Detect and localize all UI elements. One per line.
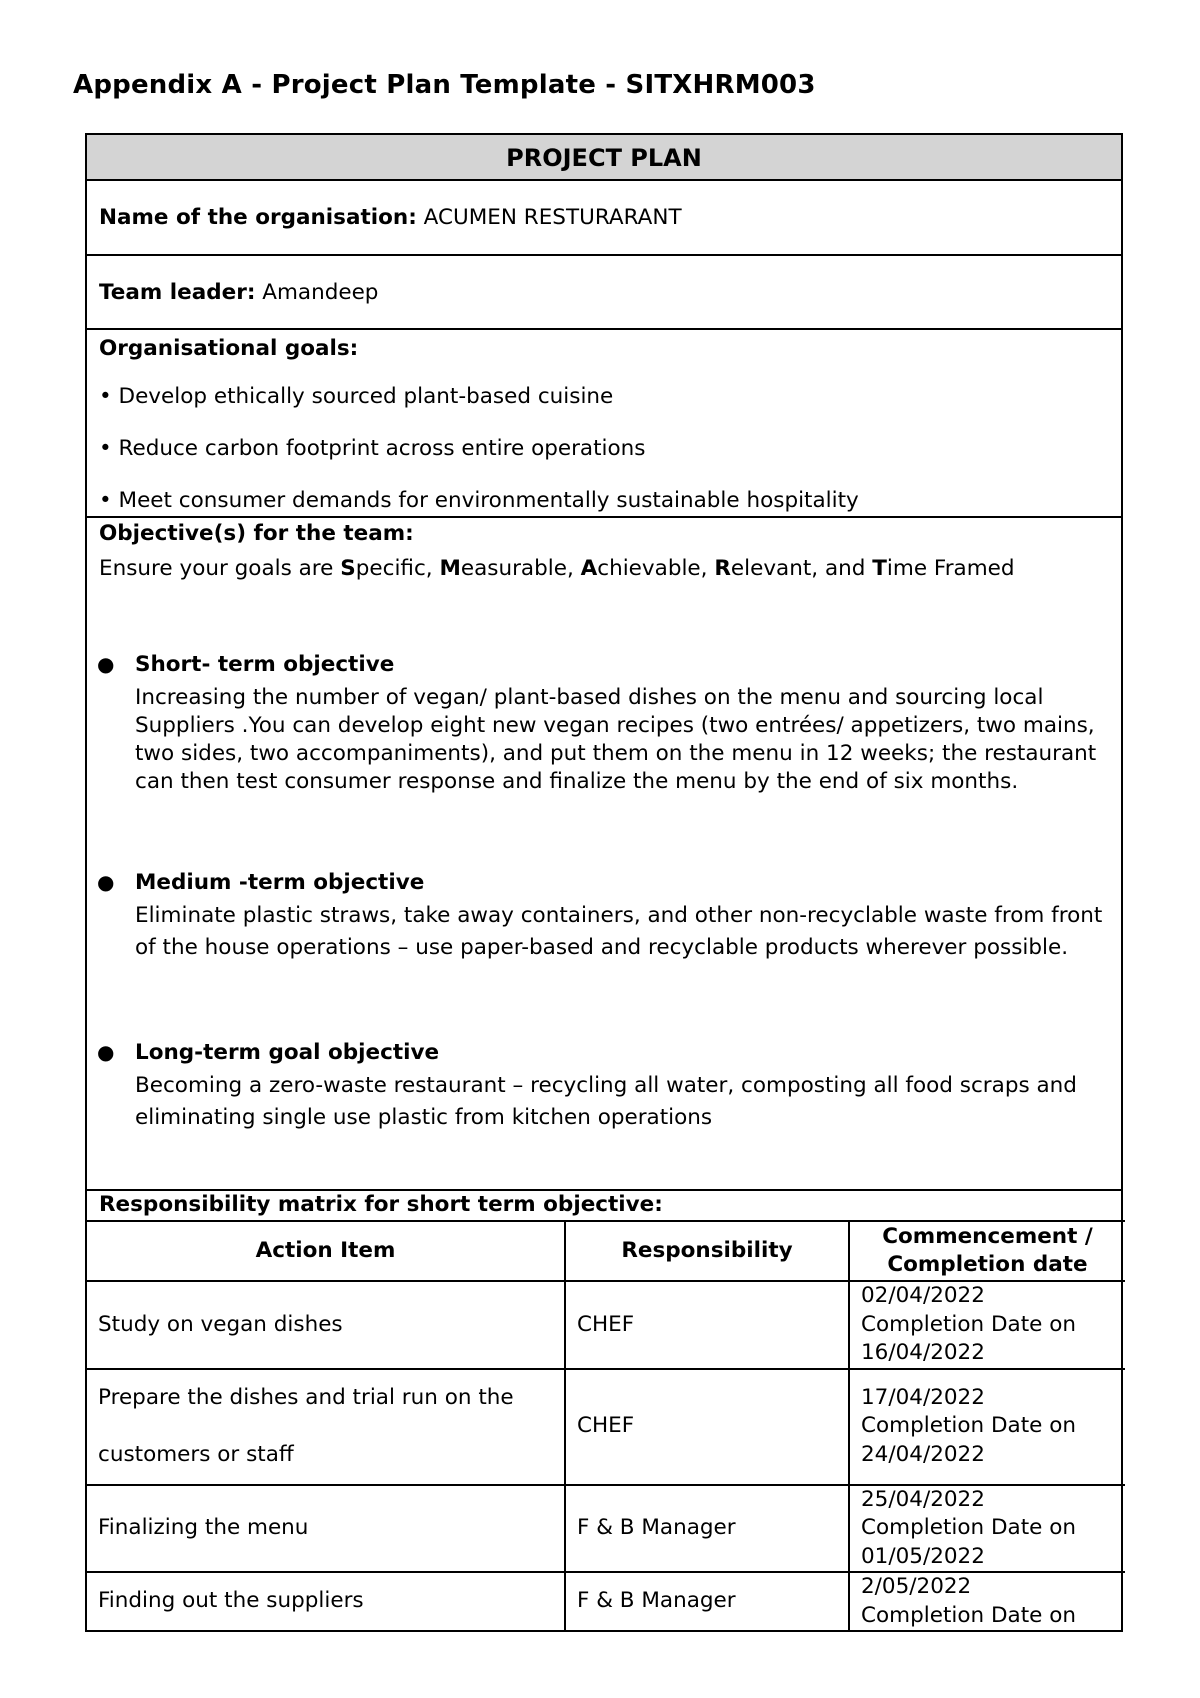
organisational-goals-section	[87, 330, 1121, 518]
team-leader-section	[87, 256, 1121, 330]
table-header-row	[87, 1221, 1125, 1281]
team-leader-label: Team leader:	[99, 280, 256, 305]
goal-item: • Develop ethically sourced plant-based cuisine	[99, 384, 614, 409]
table-row	[87, 1369, 1125, 1485]
organisation-value: ACUMEN RESTURARANT	[416, 205, 682, 230]
team-objectives-section	[87, 518, 1121, 1191]
long-term-objective	[97, 1038, 1105, 1134]
objective-heading: Short- term objective	[135, 652, 395, 677]
plan-header: PROJECT PLAN	[87, 135, 1121, 181]
team-leader-value: Amandeep	[255, 280, 379, 305]
objective-body: Becoming a zero-waste restaurant – recycling all water, composting all food scraps and eliminating single use plastic from kitchen operations	[135, 1073, 1077, 1130]
column-header: Action Item	[87, 1221, 565, 1281]
action-item-line: customers or staff	[98, 1441, 294, 1467]
smart-goals-intro: Ensure your goals are Specific, Measurable, Achievable, Relevant, and Time Framed	[99, 556, 1015, 581]
responsibility-matrix-label: Responsibility matrix for short term objective:	[99, 1192, 663, 1217]
goal-item: • Meet consumer demands for environmentally sustainable hospitality	[99, 488, 859, 513]
table-row	[87, 1281, 1125, 1369]
document-title: Appendix A - Project Plan Template - SITXHRM003	[73, 70, 816, 100]
objective-heading: Long-term goal objective	[135, 1040, 440, 1065]
date-cell: 17/04/2022 Completion Date on 24/04/2022	[849, 1369, 1125, 1485]
table-row	[87, 1572, 1125, 1630]
responsibility-cell: CHEF	[565, 1369, 849, 1485]
date-cell: 2/05/2022 Completion Date on	[849, 1572, 1125, 1630]
table-row	[87, 1485, 1125, 1573]
objective-body: Increasing the number of vegan/ plant-based dishes on the menu and sourcing local Suppliers .You can develop eight new vegan recipes (two entrées/ appetizers, two mains, two sides, two accompaniments), and put them on the menu in 12 weeks; the restaurant can then test consumer response and finalize the menu by the end of six months.	[135, 685, 1097, 794]
objectives-label: Objective(s) for the team:	[99, 521, 414, 546]
responsibility-cell: CHEF	[565, 1281, 849, 1369]
short-term-objective	[97, 650, 1105, 796]
organisation-section	[87, 181, 1121, 256]
action-item-cell: Study on vegan dishes	[87, 1281, 565, 1369]
bullet-icon: ●	[97, 870, 115, 894]
bullet-icon: ●	[97, 1040, 115, 1064]
objective-heading: Medium -term objective	[135, 870, 425, 895]
responsibility-cell: F & B Manager	[565, 1572, 849, 1630]
responsibility-cell: F & B Manager	[565, 1485, 849, 1573]
column-header: Responsibility	[565, 1221, 849, 1281]
action-item-line: Prepare the dishes and trial run on the	[98, 1385, 514, 1410]
action-item-cell: Finalizing the menu	[87, 1485, 565, 1573]
objective-body: Eliminate plastic straws, take away containers, and other non-recyclable waste from front of the house operations – use paper-based and recyclable products wherever possible.	[135, 903, 1103, 960]
goals-label: Organisational goals:	[99, 336, 359, 361]
date-cell: 02/04/2022 Completion Date on 16/04/2022	[849, 1281, 1125, 1369]
medium-term-objective	[97, 868, 1105, 964]
column-header: Commencement / Completion date	[849, 1221, 1125, 1281]
organisation-label: Name of the organisation:	[99, 205, 417, 230]
action-item-cell	[87, 1369, 565, 1485]
responsibility-matrix-table	[87, 1220, 1125, 1630]
goal-item: • Reduce carbon footprint across entire operations	[99, 436, 646, 461]
bullet-icon: ●	[97, 652, 115, 676]
project-plan-table	[85, 133, 1123, 1632]
action-item-cell: Finding out the suppliers	[87, 1572, 565, 1630]
responsibility-matrix-section	[87, 1191, 1121, 1220]
date-cell: 25/04/2022 Completion Date on 01/05/2022	[849, 1485, 1125, 1573]
